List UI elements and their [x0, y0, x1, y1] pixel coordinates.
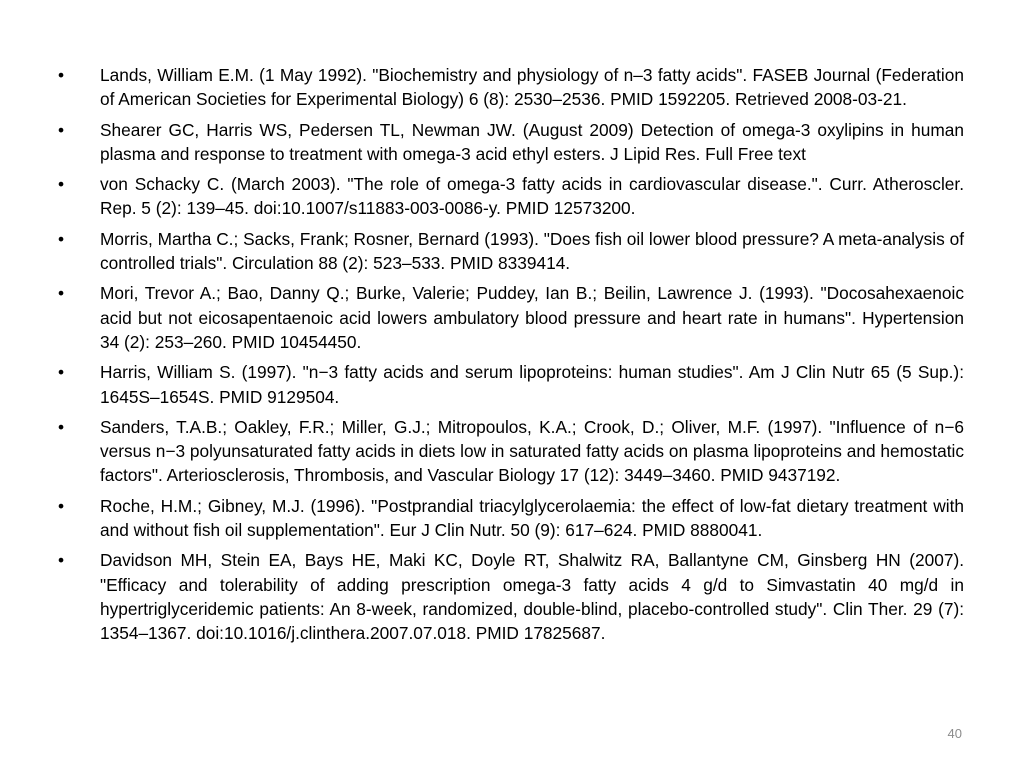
- bullet-icon: •: [58, 65, 65, 85]
- reference-text: von Schacky C. (March 2003). "The role of omega-3 fatty acids in cardiovascular disease.". Curr. Atheroscler. Rep. 5 (2): 139–45. doi:10.1007/s11883-003-0086-y. PMID 12573200.: [100, 174, 964, 219]
- bullet-icon: •: [58, 283, 65, 304]
- reference-item: [58, 63, 964, 112]
- reference-item: [58, 281, 964, 354]
- bullet-icon: •: [58, 495, 65, 516]
- bullet-icon: •: [58, 119, 65, 140]
- reference-item: [58, 172, 964, 221]
- reference-text: Davidson MH, Stein EA, Bays HE, Maki KC, Doyle RT, Shalwitz RA, Ballantyne CM, Ginsberg HN (2007). "Efficacy and tolerability of adding prescription omega-3 fatty acids 4 g/d to Simvastatin 40 mg/d in hypertriglyceridemic patients: An 8-week, randomized, double-blind, placebo-controlled study". Clin Ther. 29 (7): 1354–1367. doi:10.1016/j.clinthera.2007.07.018. PMID 17825687.: [100, 550, 964, 644]
- reference-text: Shearer GC, Harris WS, Pedersen TL, Newman JW. (August 2009) Detection of omega-3 oxylipins in human plasma and response to treatment with omega-3 acid ethyl esters. J Lipid Res. Full Free text: [100, 119, 964, 164]
- bullet-icon: •: [58, 174, 65, 195]
- reference-item: [58, 227, 964, 276]
- bullet-icon: •: [58, 228, 65, 249]
- reference-item: [58, 118, 964, 167]
- bullet-icon: •: [58, 416, 65, 437]
- reference-text: Harris, William S. (1997). "n−3 fatty acids and serum lipoproteins: human studies". Am J Clin Nutr 65 (5 Sup.): 1645S–1654S. PMID 9129504.: [100, 362, 964, 407]
- reference-text: Mori, Trevor A.; Bao, Danny Q.; Burke, Valerie; Puddey, Ian B.; Beilin, Lawrence J. (1993). "Docosahexaenoic acid but not eicosapentaenoic acid lowers ambulatory blood pressure and heart rate in humans". Hypertension 34 (2): 253–260. PMID 10454450.: [100, 283, 964, 352]
- page-number: 40: [947, 726, 962, 741]
- reference-item: [58, 360, 964, 409]
- reference-text: Sanders, T.A.B.; Oakley, F.R.; Miller, G.J.; Mitropoulos, K.A.; Crook, D.; Oliver, M.F. (1997). "Influence of n−6 versus n−3 polyunsaturated fatty acids in diets low in saturated fatty acids on plasma lipoproteins and hemostatic factors". Arteriosclerosis, Thrombosis, and Vascular Biology 17 (12): 3449–3460. PMID 9437192.: [100, 416, 964, 486]
- reference-item: [58, 548, 964, 645]
- bullet-icon: •: [58, 362, 65, 383]
- bullet-icon: •: [58, 550, 65, 571]
- reference-text: Lands, William E.M. (1 May 1992). "Biochemistry and physiology of n–3 fatty acids". FASEB Journal (Federation of American Societies for Experimental Biology) 6 (8): 2530–2536. PMID 1592205. Retrieved 2008-03-21.: [100, 65, 964, 110]
- reference-item: [58, 494, 964, 543]
- reference-text: Morris, Martha C.; Sacks, Frank; Rosner, Bernard (1993). "Does fish oil lower blood pressure? A meta-analysis of controlled trials". Circulation 88 (2): 523–533. PMID 8339414.: [100, 228, 964, 274]
- reference-text: Roche, H.M.; Gibney, M.J. (1996). "Postprandial triacylglycerolaemia: the effect of low-fat dietary treatment with and without fish oil supplementation". Eur J Clin Nutr. 50 (9): 617–624. PMID 8880041.: [100, 495, 964, 541]
- reference-item: [58, 415, 964, 488]
- reference-list: [58, 63, 964, 652]
